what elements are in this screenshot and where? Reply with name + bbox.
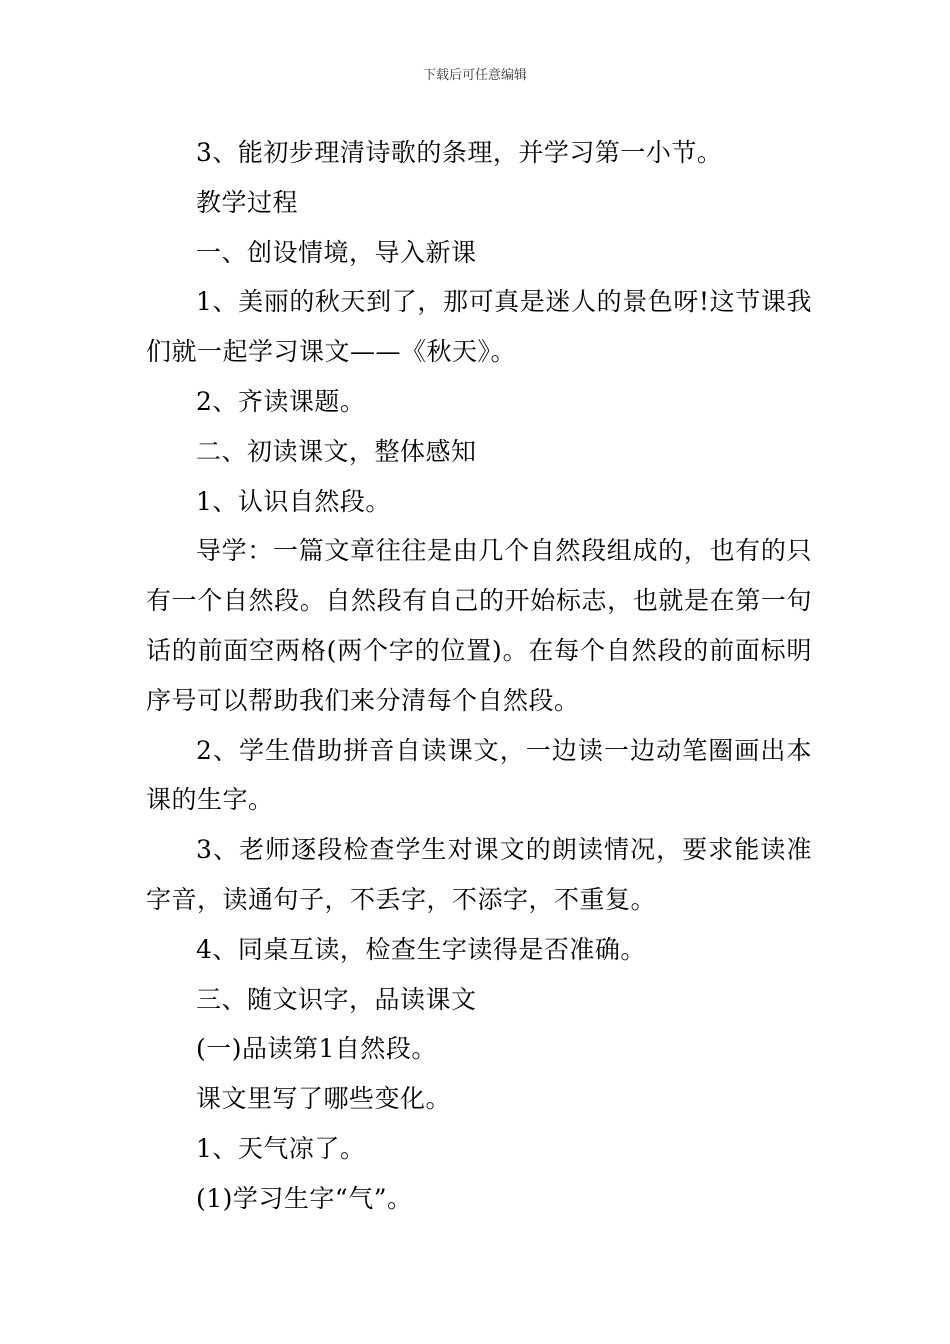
paragraph-read-title: 2、齐读课题。	[196, 386, 366, 416]
paragraph-teacher-check: 3、老师逐段检查学生对课文的朗读情况，要求能读准字音，读通句子，不丢字，不添字，不重复。	[146, 835, 812, 914]
paragraph-weather: 1、天气凉了。	[196, 1133, 366, 1163]
paragraph-subsection-1: (一)品读第1自然段。	[196, 1034, 437, 1064]
paragraph-intro: 1、美丽的秋天到了，那可真是迷人的景色呀!这节课我们就一起学习课文——《秋天》。	[146, 287, 812, 367]
paragraph-section-3: 三、随文识字，品读课文	[196, 984, 477, 1014]
paragraph-changes: 课文里写了哪些变化。	[196, 1084, 452, 1114]
paragraph-section-2: 二、初读课文，整体感知	[196, 436, 477, 466]
paragraph-recognize-paragraphs: 1、认识自然段。	[196, 486, 391, 516]
document-body	[146, 128, 812, 1224]
paragraph-guide: 导学：一篇文章往往是由几个自然段组成的，也有的只有一个自然段。自然段有自己的开始标志，也就是在第一句话的前面空两格(两个字的位置)。在每个自然段的前面标明序号可以帮助我们来分清每个自然段。	[146, 536, 812, 715]
paragraph-section-1: 一、创设情境，导入新课	[196, 237, 477, 267]
paragraph-learn-character: (1)学习生字“气”。	[196, 1183, 413, 1213]
paragraph-objective-3: 3、能初步理清诗歌的条理，并学习第一小节。	[196, 138, 723, 167]
paragraph-self-read: 2、学生借助拼音自读课文，一边读一边动笔圈画出本课的生字。	[146, 735, 812, 815]
paragraph-heading-process: 教学过程	[196, 187, 299, 217]
paragraph-peer-read: 4、同桌互读，检查生字读得是否准确。	[196, 934, 646, 964]
page-header-note: 下载后可任意编辑	[422, 68, 527, 83]
